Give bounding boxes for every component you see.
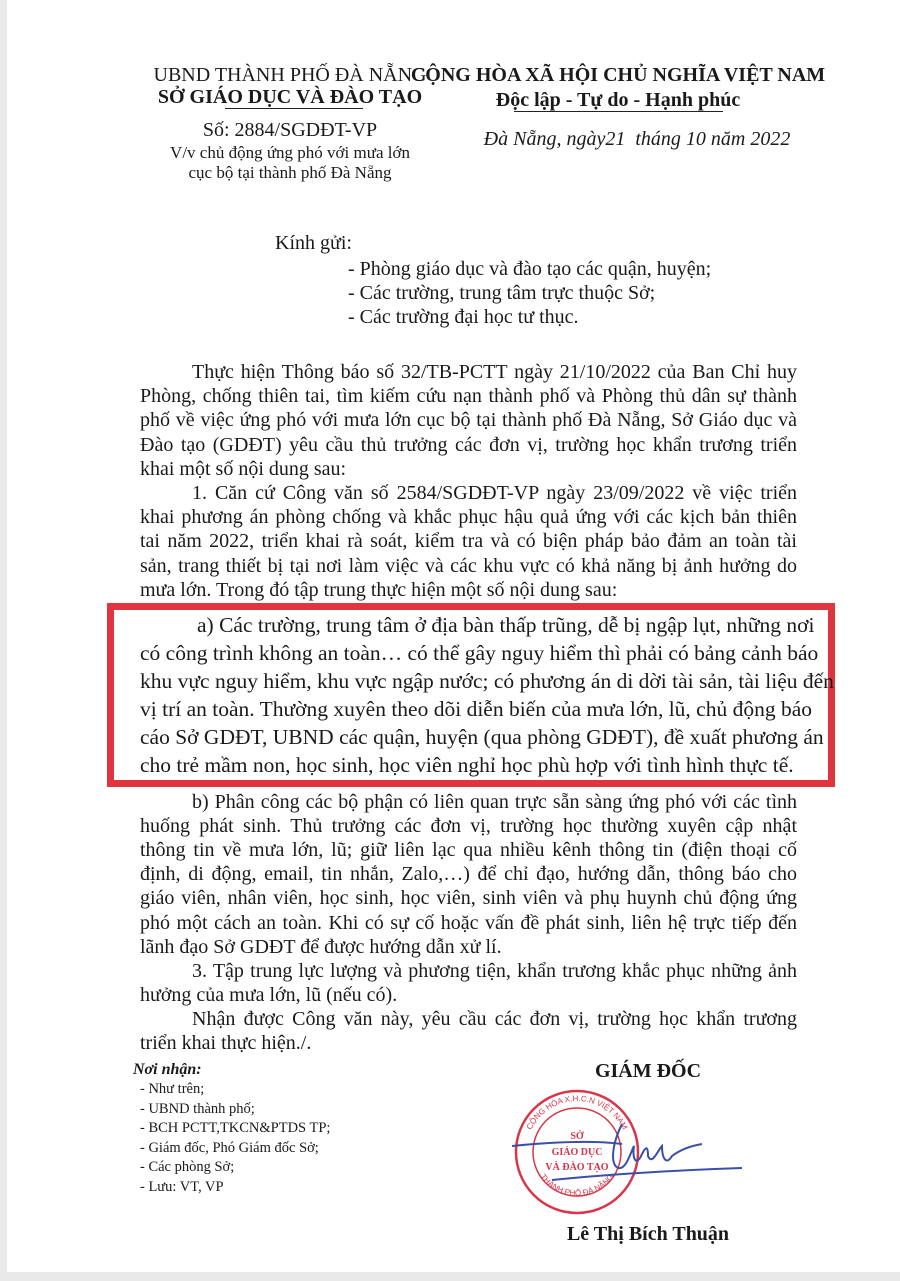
highlighted-line: cáo Sở GDĐT, UBND các quận, huyện (qua phòng GDĐT), đề xuất phương án xyxy=(140,725,824,749)
addressee-item: - Phòng giáo dục và đào tạo các quận, huyện; xyxy=(348,258,712,280)
recipient-item: - Như trên; xyxy=(140,1081,205,1097)
paragraph-line: Phòng, chống thiên tai, tìm kiếm cứu nạn thành phố và Phòng thủ dân sự thành xyxy=(140,385,797,408)
motto: Độc lập - Tự do - Hạnh phúc xyxy=(495,89,741,111)
recipient-item: - Các phòng Sở; xyxy=(140,1159,235,1176)
recipient-item: - Lưu: VT, VP xyxy=(140,1179,224,1195)
svg-text:GIÁO DỤC: GIÁO DỤC xyxy=(551,1147,603,1158)
addressee-item: - Các trường, trung tâm trực thuộc Sở; xyxy=(348,282,656,304)
paragraph-line: khai một số nội dung sau: xyxy=(140,457,347,480)
highlighted-line: a) Các trường, trung tâm ở địa bàn thấp trũng, dễ bị ngập lụt, những nơi xyxy=(197,613,815,637)
svg-text:CỘNG HÒA X.H.C.N VIỆT NAM: CỘNG HÒA X.H.C.N VIỆT NAM xyxy=(524,1093,630,1132)
agency-name: UBND THÀNH PHỐ ĐÀ NẴNG xyxy=(153,64,427,86)
header-rule-left xyxy=(225,108,363,109)
header-rule-right xyxy=(514,111,723,112)
paragraph-line: tai năm 2022, triển khai rà soát, kiểm tra và có biện pháp bảo đảm an toàn tài xyxy=(140,530,797,553)
document-number: Số: 2884/SGDĐT-VP xyxy=(202,119,378,141)
paragraph-line: giáo viên, nhân viên, học sinh, học viên, sinh viên và phụ huynh chủ động ứng xyxy=(140,887,797,910)
highlighted-line: vị trí an toàn. Thường xuyên theo dõi diễn biến của mưa lớn, lũ, chủ động báo xyxy=(140,697,813,721)
highlighted-line: có công trình không an toàn… có thể gây nguy hiểm thì phải có bảng cảnh báo xyxy=(140,641,819,665)
issue-date: Đà Nẵng, ngày21 tháng 10 năm 2022 xyxy=(483,128,791,150)
paragraph-line: khai phương án phòng chống và khắc phục hậu quả ứng với các kịch bản thiên xyxy=(140,506,797,529)
highlighted-line: khu vực nguy hiểm, khu vực ngập nước; có phương án di dời tài sản, tài liệu đến xyxy=(140,669,834,693)
paragraph-line: phó một cách an toàn. Khi có sự cố hoặc vấn đề phát sinh, liên hệ trực tiếp đến xyxy=(140,911,797,934)
stamp-seal-icon xyxy=(516,1091,638,1213)
paragraph-line: Thực hiện Thông báo số 32/TB-PCTT ngày 21/10/2022 của Ban Chỉ huy xyxy=(192,361,797,383)
recipient-item: - UBND thành phố; xyxy=(140,1100,255,1117)
paragraph-line: hưởng của mưa lớn, lũ (nếu có). xyxy=(140,983,398,1006)
subject-line-1: V/v chủ động ứng phó với mưa lớn xyxy=(170,143,410,162)
svg-text:SỞ: SỞ xyxy=(570,1131,584,1142)
svg-text:THÀNH PHỐ ĐÀ NẴNG: THÀNH PHỐ ĐÀ NẴNG xyxy=(538,1172,616,1198)
subject-line-2: cục bộ tại thành phố Đà Nẵng xyxy=(188,163,392,182)
highlight-box xyxy=(107,603,835,787)
addressee-label: Kính gửi: xyxy=(275,232,352,254)
paragraph-line: 3. Tập trung lực lượng và phương tiện, khẩn trương khắc phục những ảnh xyxy=(192,959,797,982)
paragraph-line: định, di động, email, tin nhắn, Zalo,…) để chỉ đạo, hướng dẫn, thông báo cho xyxy=(140,863,797,886)
signer-title: GIÁM ĐỐC xyxy=(594,1060,702,1082)
highlighted-line: cho trẻ mầm non, học sinh, học viên nghỉ học phù hợp với tình hình thực tế. xyxy=(140,753,794,777)
paragraph-line: huống phát sinh. Thủ trưởng các đơn vị, trường học thường xuyên cập nhật xyxy=(140,815,797,838)
recipient-item: - Giám đốc, Phó Giám đốc Sở; xyxy=(140,1139,319,1156)
paragraph-line: Nhận được Công văn này, yêu cầu các đơn vị, trường học khẩn trương xyxy=(192,1007,797,1030)
signer-name: Lê Thị Bích Thuận xyxy=(566,1223,730,1245)
paragraph-line: 1. Căn cứ Công văn số 2584/SGDĐT-VP ngày 23/09/2022 về việc triển xyxy=(192,482,797,504)
paragraph-line: triển khai thực hiện./. xyxy=(140,1032,312,1054)
paragraph-line: phố về việc ứng phó với mưa lớn cục bộ tại thành phố Đà Nẵng, Sở Giáo dục và xyxy=(140,409,797,432)
svg-text:VÀ ĐÀO TẠO: VÀ ĐÀO TẠO xyxy=(545,1162,609,1173)
paragraph-line: sản, trang thiết bị tại nơi làm việc và các khu vực có khả năng bị ảnh hưởng do xyxy=(140,554,797,577)
addressee-item: - Các trường đại học tư thục. xyxy=(348,306,579,328)
paragraph-line: thông tin về mưa lớn, lũ; giữ liên lạc qua nhiều kênh thông tin (điện thoại cố xyxy=(140,839,797,862)
nation-title: CỘNG HÒA XÃ HỘI CHỦ NGHĨA VIỆT NAM xyxy=(410,64,826,86)
recipients-label: Nơi nhận: xyxy=(133,1061,202,1078)
paragraph-line: lãnh đạo Sở GDĐT để được hướng dẫn xử lí. xyxy=(140,935,502,958)
paragraph-line: mưa lớn. Trong đó tập trung thực hiện một số nội dung sau: xyxy=(140,578,618,601)
document-page xyxy=(7,0,900,1272)
paragraph-line: Đào tạo (GDĐT) yêu cầu thủ trưởng các đơn vị, trường học khẩn trương triển xyxy=(140,433,797,456)
paragraph-line: b) Phân công các bộ phận có liên quan trực sẵn sàng ứng phó với các tình xyxy=(192,791,797,813)
department-name: SỞ GIÁO DỤC VÀ ĐÀO TẠO xyxy=(157,86,423,108)
recipient-item: - BCH PCTT,TKCN&PTDS TP; xyxy=(140,1120,331,1137)
official-stamp xyxy=(512,1086,742,1218)
